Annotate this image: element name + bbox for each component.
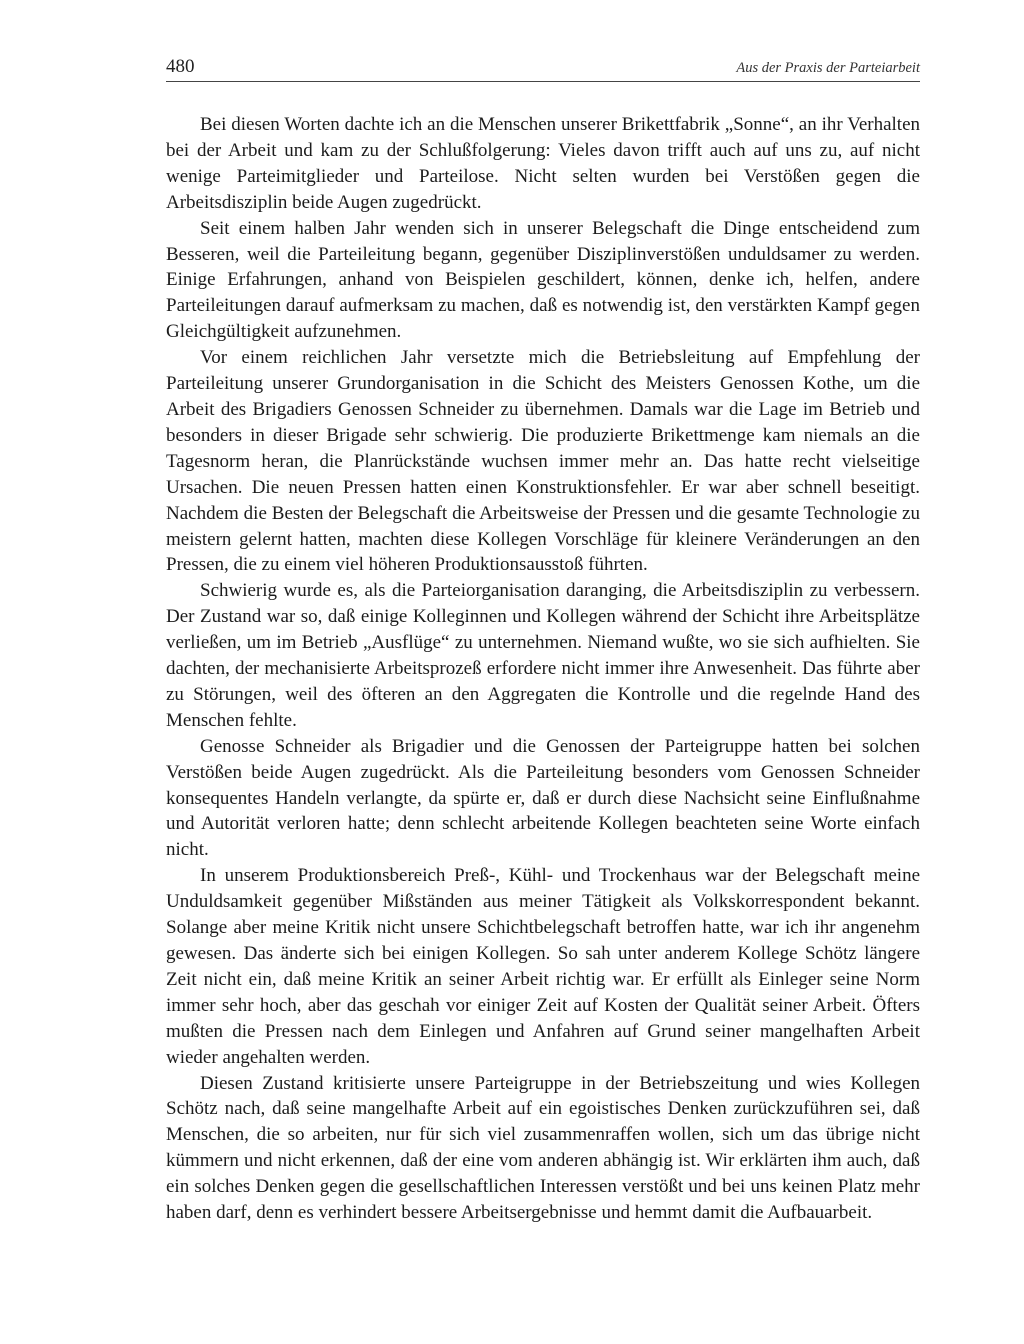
- paragraph: Vor einem reichlichen Jahr versetzte mich die Betriebsleitung auf Empfehlung der Parteileitung unserer Grundorganisation in die Schicht des Meisters Genossen Kothe, um die Arbeit des Brigadiers Genossen Schneider zu übernehmen. Damals war die Lage im Betrieb und besonders in dieser Brigade sehr schwierig. Die produzierte Brikettmenge kam niemals an die Tagesnorm heran, die Planrückstände wuchsen immer mehr an. Das hatte recht vielseitige Ursachen. Die neuen Pressen hatten einen Konstruktionsfehler. Er war aber schnell beseitigt. Nachdem die Besten der Belegschaft die Arbeitsweise der Pressen und die gesamte Technologie zu meistern gelernt hatten, machten diese Kollegen Vorschläge für kleinere Veränderungen an den Pressen, die zu einem viel höheren Produktionsausstoß führten.: [166, 347, 920, 576]
- paragraph: In unserem Produktionsbereich Preß-, Kühl- und Trockenhaus war der Belegschaft meine Unduldsamkeit gegenüber Mißständen aus meiner Tätigkeit als Volkskorrespondent bekannt. Solange aber meine Kritik nicht unsere Schichtbelegschaft betroffen hatte, war ich ihr angenehm gewesen. Das änderte sich bei einigen Kollegen. So sah unter anderem Kollege Schötz längere Zeit nicht ein, daß meine Kritik an seiner Arbeit richtig war. Er erfüllt als Einleger seine Norm immer sehr hoch, aber das geschah vor einiger Zeit auf Kosten der Qualität seiner Arbeit. Öfters mußten die Pressen nach dem Einlegen und Anfahren auf Grund seiner mangelhaften Arbeit wieder angehalten werden.: [166, 865, 920, 1068]
- header-rule: [166, 81, 920, 82]
- paragraph: Diesen Zustand kritisierte unsere Parteigruppe in der Betriebszeitung und wies Kollegen Schötz nach, daß seine mangelhafte Arbeit auf ein egoistisches Denken zurückzuführen sei, daß Menschen, die so arbeiten, nur für sich viel zusammenraffen wollen, sich um das übrige nicht kümmern und nicht erkennen, daß der eine vom anderen abhängig ist. Wir erklärten ihm auch, daß ein solches Denken gegen die gesellschaftlichen Interessen verstößt und bei uns keinen Platz mehr haben darf, denn es verhindert bessere Arbeitsergebnisse und hemmt damit die Aufbauarbeit.: [166, 1072, 920, 1224]
- running-head: Aus der Praxis der Parteiarbeit: [736, 60, 920, 76]
- body-text: [166, 112, 920, 1226]
- paragraph: Schwierig wurde es, als die Parteiorganisation daranging, die Arbeitsdisziplin zu verbessern. Der Zustand war so, daß einige Kolleginnen und Kollegen während der Schicht ihre Arbeitsplätze verließen, um im Betrieb „Ausflüge“ zu unternehmen. Niemand wußte, wo sie sich aufhielten. Sie dachten, der mechanisierte Arbeitsprozeß erfordere nicht immer ihre Anwesenheit. Das führte aber zu Störungen, weil des öfteren an den Aggregaten die Kontrolle und die regelnde Hand des Menschen fehlte.: [166, 580, 920, 731]
- page-number: 480: [166, 56, 195, 77]
- paragraph: Bei diesen Worten dachte ich an die Menschen unserer Brikettfabrik „Sonne“, an ihr Verhalten bei der Arbeit und kam zu der Schlußfolgerung: Vieles davon trifft auch auf uns zu, auf nicht wenige Parteimitglieder und Parteilose. Nicht selten wurden bei Verstößen gegen die Arbeitsdisziplin beide Augen zugedrückt.: [166, 114, 920, 213]
- paragraph: Genosse Schneider als Brigadier und die Genossen der Parteigruppe hatten bei solchen Verstößen beide Augen zugedrückt. Als die Parteileitung besonders vom Genossen Schneider konsequentes Handeln verlangte, da spürte er, daß er durch diese Nachsicht seine Einflußnahme und Autorität verloren hatte; denn schlecht arbeitende Kollegen beachteten seine Worte einfach nicht.: [166, 735, 920, 861]
- paragraph: Seit einem halben Jahr wenden sich in unserer Belegschaft die Dinge entscheidend zum Besseren, weil die Parteileitung begann, gegenüber Disziplinverstößen unduldsamer zu werden. Einige Erfahrungen, anhand von Beispielen geschildert, können, denke ich, helfen, andere Parteileitungen darauf aufmerksam zu machen, daß es notwendig ist, den verstärkten Kampf gegen Gleichgültigkeit aufzunehmen.: [166, 217, 920, 343]
